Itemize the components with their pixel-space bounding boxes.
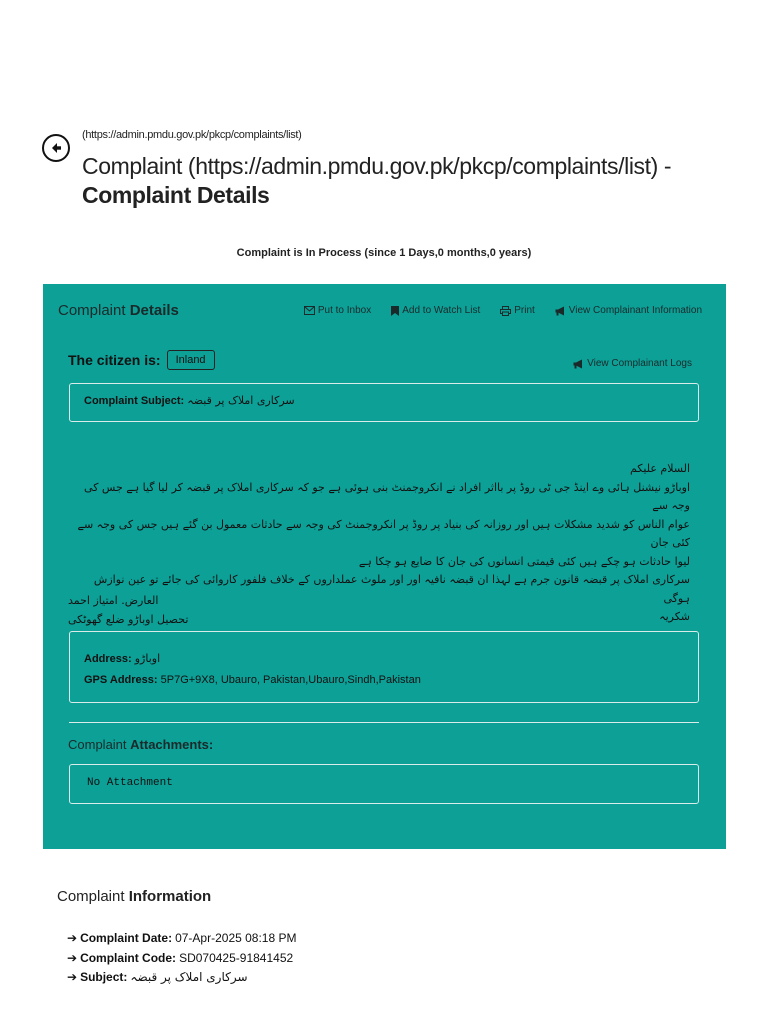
complaint-date-value: 07-Apr-2025 08:18 PM: [175, 931, 297, 945]
complaint-date-row: ➔ Complaint Date: 07-Apr-2025 08:18 PM: [67, 929, 296, 949]
complaint-subject-row: ➔ Subject: سرکاری املاک پر قبضہ: [67, 968, 296, 988]
arrow-left-icon: [49, 141, 63, 155]
back-button[interactable]: [42, 134, 70, 162]
complaint-status: Complaint is In Process (since 1 Days,0 months,0 years): [236, 247, 532, 259]
breadcrumb-link[interactable]: (https://admin.pmdu.gov.pk/pkcp/complaints/list): [82, 129, 302, 141]
arrow-right-icon: ➔: [67, 950, 78, 965]
signature-line: العارض. امتیاز احمد: [68, 594, 159, 607]
complaint-signature: [68, 592, 268, 629]
panel-title: Complaint Details: [58, 302, 179, 319]
megaphone-icon: [555, 306, 566, 316]
print-button[interactable]: Print: [500, 305, 535, 316]
attachments-box: No Attachment: [69, 764, 699, 804]
gps-address-row: GPS Address: 5P7G+9X8, Ubauro, Pakistan,Ubauro,Sindh,Pakistan: [84, 674, 421, 686]
body-line: السلام علیکم: [629, 462, 690, 475]
megaphone-icon: [573, 359, 584, 369]
page-title: [82, 152, 742, 210]
panel-toolbar: [304, 305, 702, 316]
view-complainant-logs-button[interactable]: View Complainant Logs: [573, 358, 692, 369]
page-title-sub: Complaint Details: [82, 182, 270, 208]
body-line: سرکاری املاک پر قبضہ قانون جرم ہے لہذا ان قبضہ نافیہ اور اور ملوث عملداروں کے خلاف فلفور کاروائی کی جائے تو عین نوازش ہوگی: [93, 573, 690, 605]
body-line: شکریہ: [659, 610, 690, 623]
complaint-code-row: ➔ Complaint Code: SD070425-91841452: [67, 949, 296, 969]
body-line: عوام الناس کو شدید مشکلات ہیں اور روزانہ کی بنیاد پر روڈ پر انکروجمنٹ کی وجہ سے حادثات معمول بن گئے ہیں جس کی وجہ سے کئی جان: [77, 517, 690, 549]
put-to-inbox-button[interactable]: Put to Inbox: [304, 305, 371, 316]
divider: [69, 722, 699, 723]
arrow-right-icon: ➔: [67, 970, 78, 984]
address-box: [69, 631, 699, 703]
arrow-right-icon: ➔: [67, 931, 78, 945]
citizen-badge: Inland: [167, 350, 215, 370]
page-title-main[interactable]: Complaint (https://admin.pmdu.gov.pk/pkcp/complaints/list) -: [82, 153, 672, 179]
address-row: Address: اوباڑو: [84, 652, 161, 665]
attachments-title: Complaint Attachments:: [68, 737, 214, 752]
print-icon: [500, 306, 511, 316]
body-line: لیوا حادثات ہو چکے ہیں کئی قیمتی انسانوں کی جان کا ضایع ہو چکا ہے: [358, 554, 690, 568]
bookmark-icon: [391, 306, 399, 316]
add-to-watch-list-button[interactable]: Add to Watch List: [391, 305, 480, 316]
envelope-icon: [304, 306, 315, 315]
complaint-information-list: [67, 929, 296, 988]
gps-address-value: 5P7G+9X8, Ubauro, Pakistan,Ubauro,Sindh,Pakistan: [160, 674, 421, 686]
signature-line: تحصیل اوباڑو ضلع گھوٹکی: [68, 612, 189, 626]
complaint-information-title: Complaint Information: [57, 888, 212, 905]
body-line: اوباڑو نیشنل ہائی وے اینڈ جی ٹی روڈ پر بااثر افراد نے انکروجمنٹ بنی ہوئی ہے جو کہ سرکاری املاک پر قبضہ کر لیا گیا ہے جس کی وجہ سے: [84, 480, 690, 512]
complaint-subject-value: سرکاری املاک پر قبضہ: [187, 394, 295, 407]
complaint-subject-info-value: سرکاری املاک پر قبضہ: [130, 970, 248, 984]
complaint-subject-box: Complaint Subject: سرکاری املاک پر قبضہ: [69, 383, 699, 422]
citizen-type: The citizen is: Inland: [68, 350, 215, 370]
complaint-code-value: SD070425-91841452: [179, 950, 294, 965]
complaint-details-panel: [43, 284, 726, 849]
view-complainant-information-button[interactable]: View Complainant Information: [555, 305, 702, 316]
address-value: اوباڑو: [134, 652, 161, 665]
